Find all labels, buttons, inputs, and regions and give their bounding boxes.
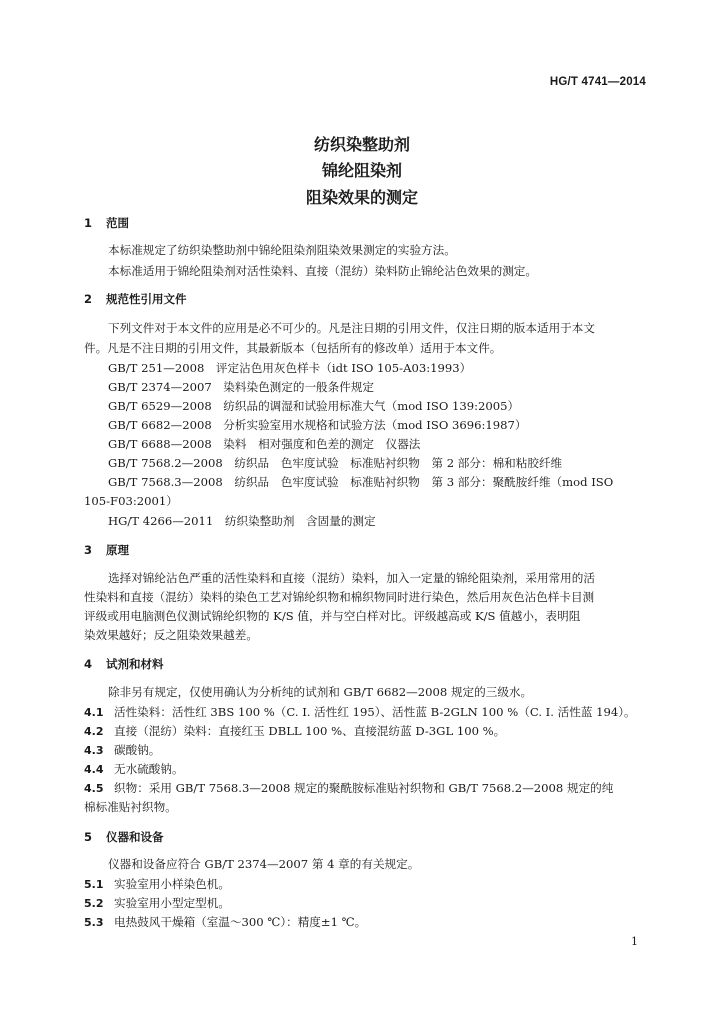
title-line-1: 纺织染整助剂 — [313, 135, 410, 154]
section-2-intro-2: 件。凡是不注日期的引用文件，其最新版本（包括所有的修改单）适用于本文件。 — [84, 341, 502, 355]
section-3-number: 3 — [84, 543, 93, 557]
clause-number: 5.1 — [84, 878, 104, 891]
reference-item: GB/T 6688—2008 染料 相对强度和色差的测定 仪器法 — [108, 437, 421, 451]
section-2-number: 2 — [84, 292, 93, 306]
reference-item: GB/T 7568.3—2008 纺织品 色牢度试验 标准贴衬织物 第 3 部分：聚酰胺纤维（mod ISO — [108, 475, 614, 489]
clause-4-1 — [84, 705, 636, 720]
section-1-title: 范围 — [106, 216, 129, 230]
reference-item: HG/T 4266—2011 纺织染整助剂 含固量的测定 — [108, 514, 376, 528]
clause-text: 碳酸钠。 — [114, 743, 161, 757]
clause-text: 电热鼓风干燥箱（室温～300 ℃）：精度±1 ℃。 — [114, 915, 367, 929]
clause-number: 4.2 — [84, 725, 104, 738]
reference-item: GB/T 7568.2—2008 纺织品 色牢度试验 标准贴衬织物 第 2 部分：棉和粘胶纤维 — [108, 456, 563, 470]
clause-text: 活性染料：活性红 3BS 100 %（C. I. 活性红 195）、活性蓝 B-2GLN 100 %（C. I. 活性蓝 194）。 — [114, 705, 636, 719]
section-3-heading — [84, 542, 129, 558]
reference-item: GB/T 6682—2008 分析实验室用水规格和试验方法（mod ISO 3696:1987） — [108, 418, 527, 432]
reference-item: GB/T 251—2008 评定沾色用灰色样卡（idt ISO 105-A03:1993） — [108, 361, 472, 375]
section-2-intro-1: 下列文件对于本文件的应用是必不可少的。凡是注日期的引用文件，仅注日期的版本适用于本文 — [108, 321, 595, 335]
section-3-line-2: 性染料和直接（混纺）染料的染色工艺对锦纶织物和棉织物同时进行染色，然后用灰色沾色样卡目测 — [84, 590, 595, 604]
section-1-number: 1 — [84, 216, 93, 230]
clause-4-2 — [84, 724, 505, 739]
section-5-number: 5 — [84, 830, 93, 844]
page-number: 1 — [631, 935, 638, 948]
section-4-intro: 除非另有规定，仅使用确认为分析纯的试剂和 GB/T 6682—2008 规定的三级水。 — [108, 685, 533, 699]
clause-text: 织物：采用 GB/T 7568.3—2008 规定的聚酰胺标准贴衬织物和 GB/T 7568.2—2008 规定的纯 — [114, 781, 614, 795]
clause-5-3 — [84, 915, 366, 930]
clause-text: 实验室用小型定型机。 — [114, 896, 230, 910]
clause-text: 实验室用小样染色机。 — [114, 877, 230, 891]
clause-number: 4.3 — [84, 744, 104, 757]
section-2-heading — [84, 291, 187, 307]
section-3-title: 原理 — [106, 543, 129, 557]
clause-5-1 — [84, 877, 230, 892]
section-3-line-1: 选择对锦纶沾色严重的活性染料和直接（混纺）染料，加入一定量的锦纶阻染剂，采用常用的活 — [108, 571, 595, 585]
section-3-line-3: 评级或用电脑测色仪测试锦纶织物的 K/S 值，并与空白样对比。评级越高或 K/S 值越小，表明阻 — [84, 609, 581, 623]
section-4-number: 4 — [84, 657, 93, 671]
section-5-title: 仪器和设备 — [106, 830, 164, 844]
reference-item: GB/T 6529—2008 纺织品的调湿和试验用标准大气（mod ISO 139:2005） — [108, 399, 520, 413]
clause-4-5 — [84, 781, 613, 796]
clause-4-5-continued: 棉标准贴衬织物。 — [84, 800, 177, 814]
clause-4-4 — [84, 762, 184, 777]
clause-text: 无水硫酸钠。 — [114, 762, 184, 776]
section-1-heading — [84, 215, 129, 231]
reference-item: GB/T 2374—2007 染料染色测定的一般条件规定 — [108, 380, 375, 394]
section-5-intro: 仪器和设备应符合 GB/T 2374—2007 第 4 章的有关规定。 — [108, 857, 420, 871]
clause-number: 5.2 — [84, 897, 104, 910]
section-3-line-4: 染效果越好；反之阻染效果越差。 — [84, 628, 258, 642]
section-4-title: 试剂和材料 — [106, 657, 164, 671]
clause-number: 5.3 — [84, 916, 104, 929]
section-2-title: 规范性引用文件 — [106, 292, 187, 306]
reference-item-continued: 105-F03:2001） — [84, 494, 178, 508]
clause-number: 4.5 — [84, 782, 104, 795]
clause-5-2 — [84, 896, 230, 911]
clause-number: 4.1 — [84, 706, 104, 719]
section-4-heading — [84, 656, 164, 672]
section-1-para-2: 本标准适用于锦纶阻染剂对活性染料、直接（混纺）染料防止锦纶沾色效果的测定。 — [108, 264, 537, 278]
clause-4-3 — [84, 743, 160, 758]
title-line-3: 阻染效果的测定 — [305, 188, 418, 207]
clause-text: 直接（混纺）染料：直接红玉 DBLL 100 %、直接混纺蓝 D-3GL 100 %。 — [114, 724, 506, 738]
section-1-para-1: 本标准规定了纺织染整助剂中锦纶阻染剂阻染效果测定的实验方法。 — [108, 243, 456, 257]
standard-code: HG/T 4741—2014 — [549, 76, 646, 88]
section-5-heading — [84, 829, 164, 845]
title-line-2: 锦纶阻染剂 — [321, 161, 402, 180]
clause-number: 4.4 — [84, 763, 104, 776]
